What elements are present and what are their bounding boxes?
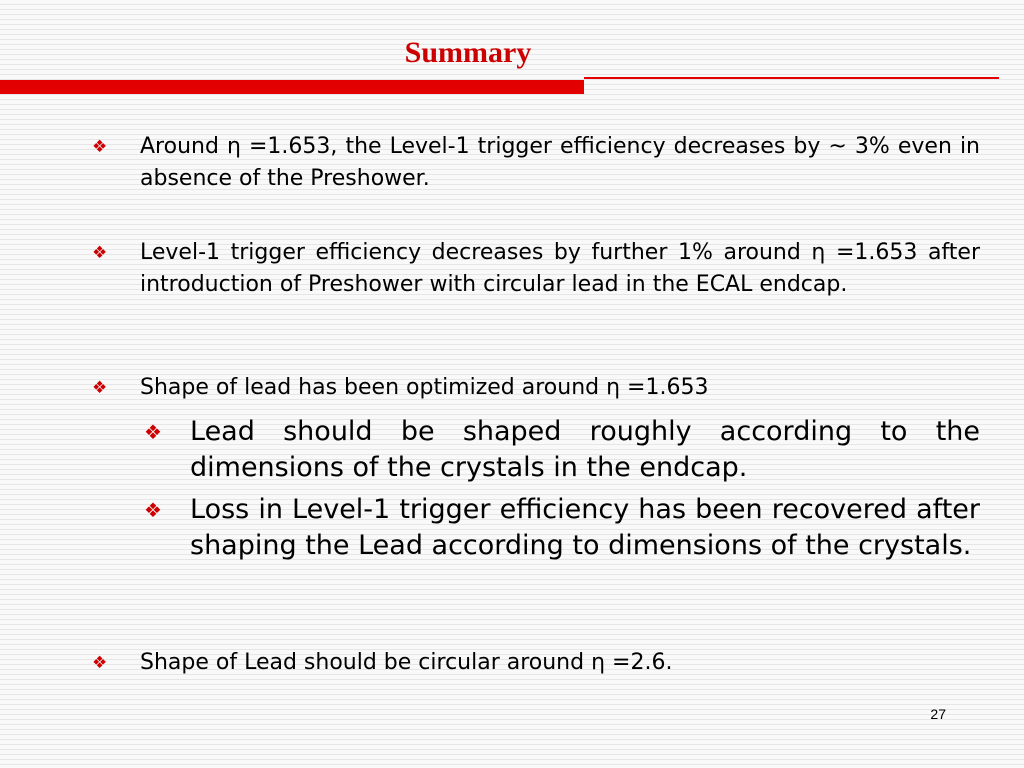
diamond-bullet-icon: ❖	[92, 137, 108, 157]
diamond-bullet-icon: ❖	[92, 243, 108, 263]
sub-bullet-text: Loss in Level-1 trigger efficiency has been recovered after shaping the Lead according to dimensions of the crystals.	[190, 494, 980, 561]
page-number: 27	[930, 706, 946, 722]
sub-bullet-text: Lead should be shaped roughly according to the dimensions of the crystals in the endcap.	[190, 416, 980, 483]
bullet-item	[92, 647, 980, 679]
diamond-bullet-icon: ❖	[144, 420, 162, 444]
bullet-text: Around η =1.653, the Level-1 trigger efficiency decreases by ~ 3% even in absence of the Preshower.	[140, 134, 980, 191]
diamond-bullet-icon: ❖	[92, 378, 108, 398]
diamond-bullet-icon: ❖	[92, 653, 108, 673]
sub-bullet-item	[144, 414, 980, 486]
diamond-bullet-icon: ❖	[144, 498, 162, 522]
bullet-text: Level-1 trigger efficiency decreases by further 1% around η =1.653 after introduction of Preshower with circular lead in the ECAL endcap.	[140, 240, 980, 297]
bullet-text: Shape of Lead should be circular around η =2.6.	[140, 650, 673, 675]
bullet-item	[92, 237, 980, 301]
bullet-item	[92, 372, 980, 404]
slide-title: Summary	[404, 36, 532, 69]
bullet-item	[92, 131, 980, 195]
bullet-text: Shape of lead has been optimized around η =1.653	[140, 375, 709, 400]
sub-bullet-item	[144, 492, 980, 564]
